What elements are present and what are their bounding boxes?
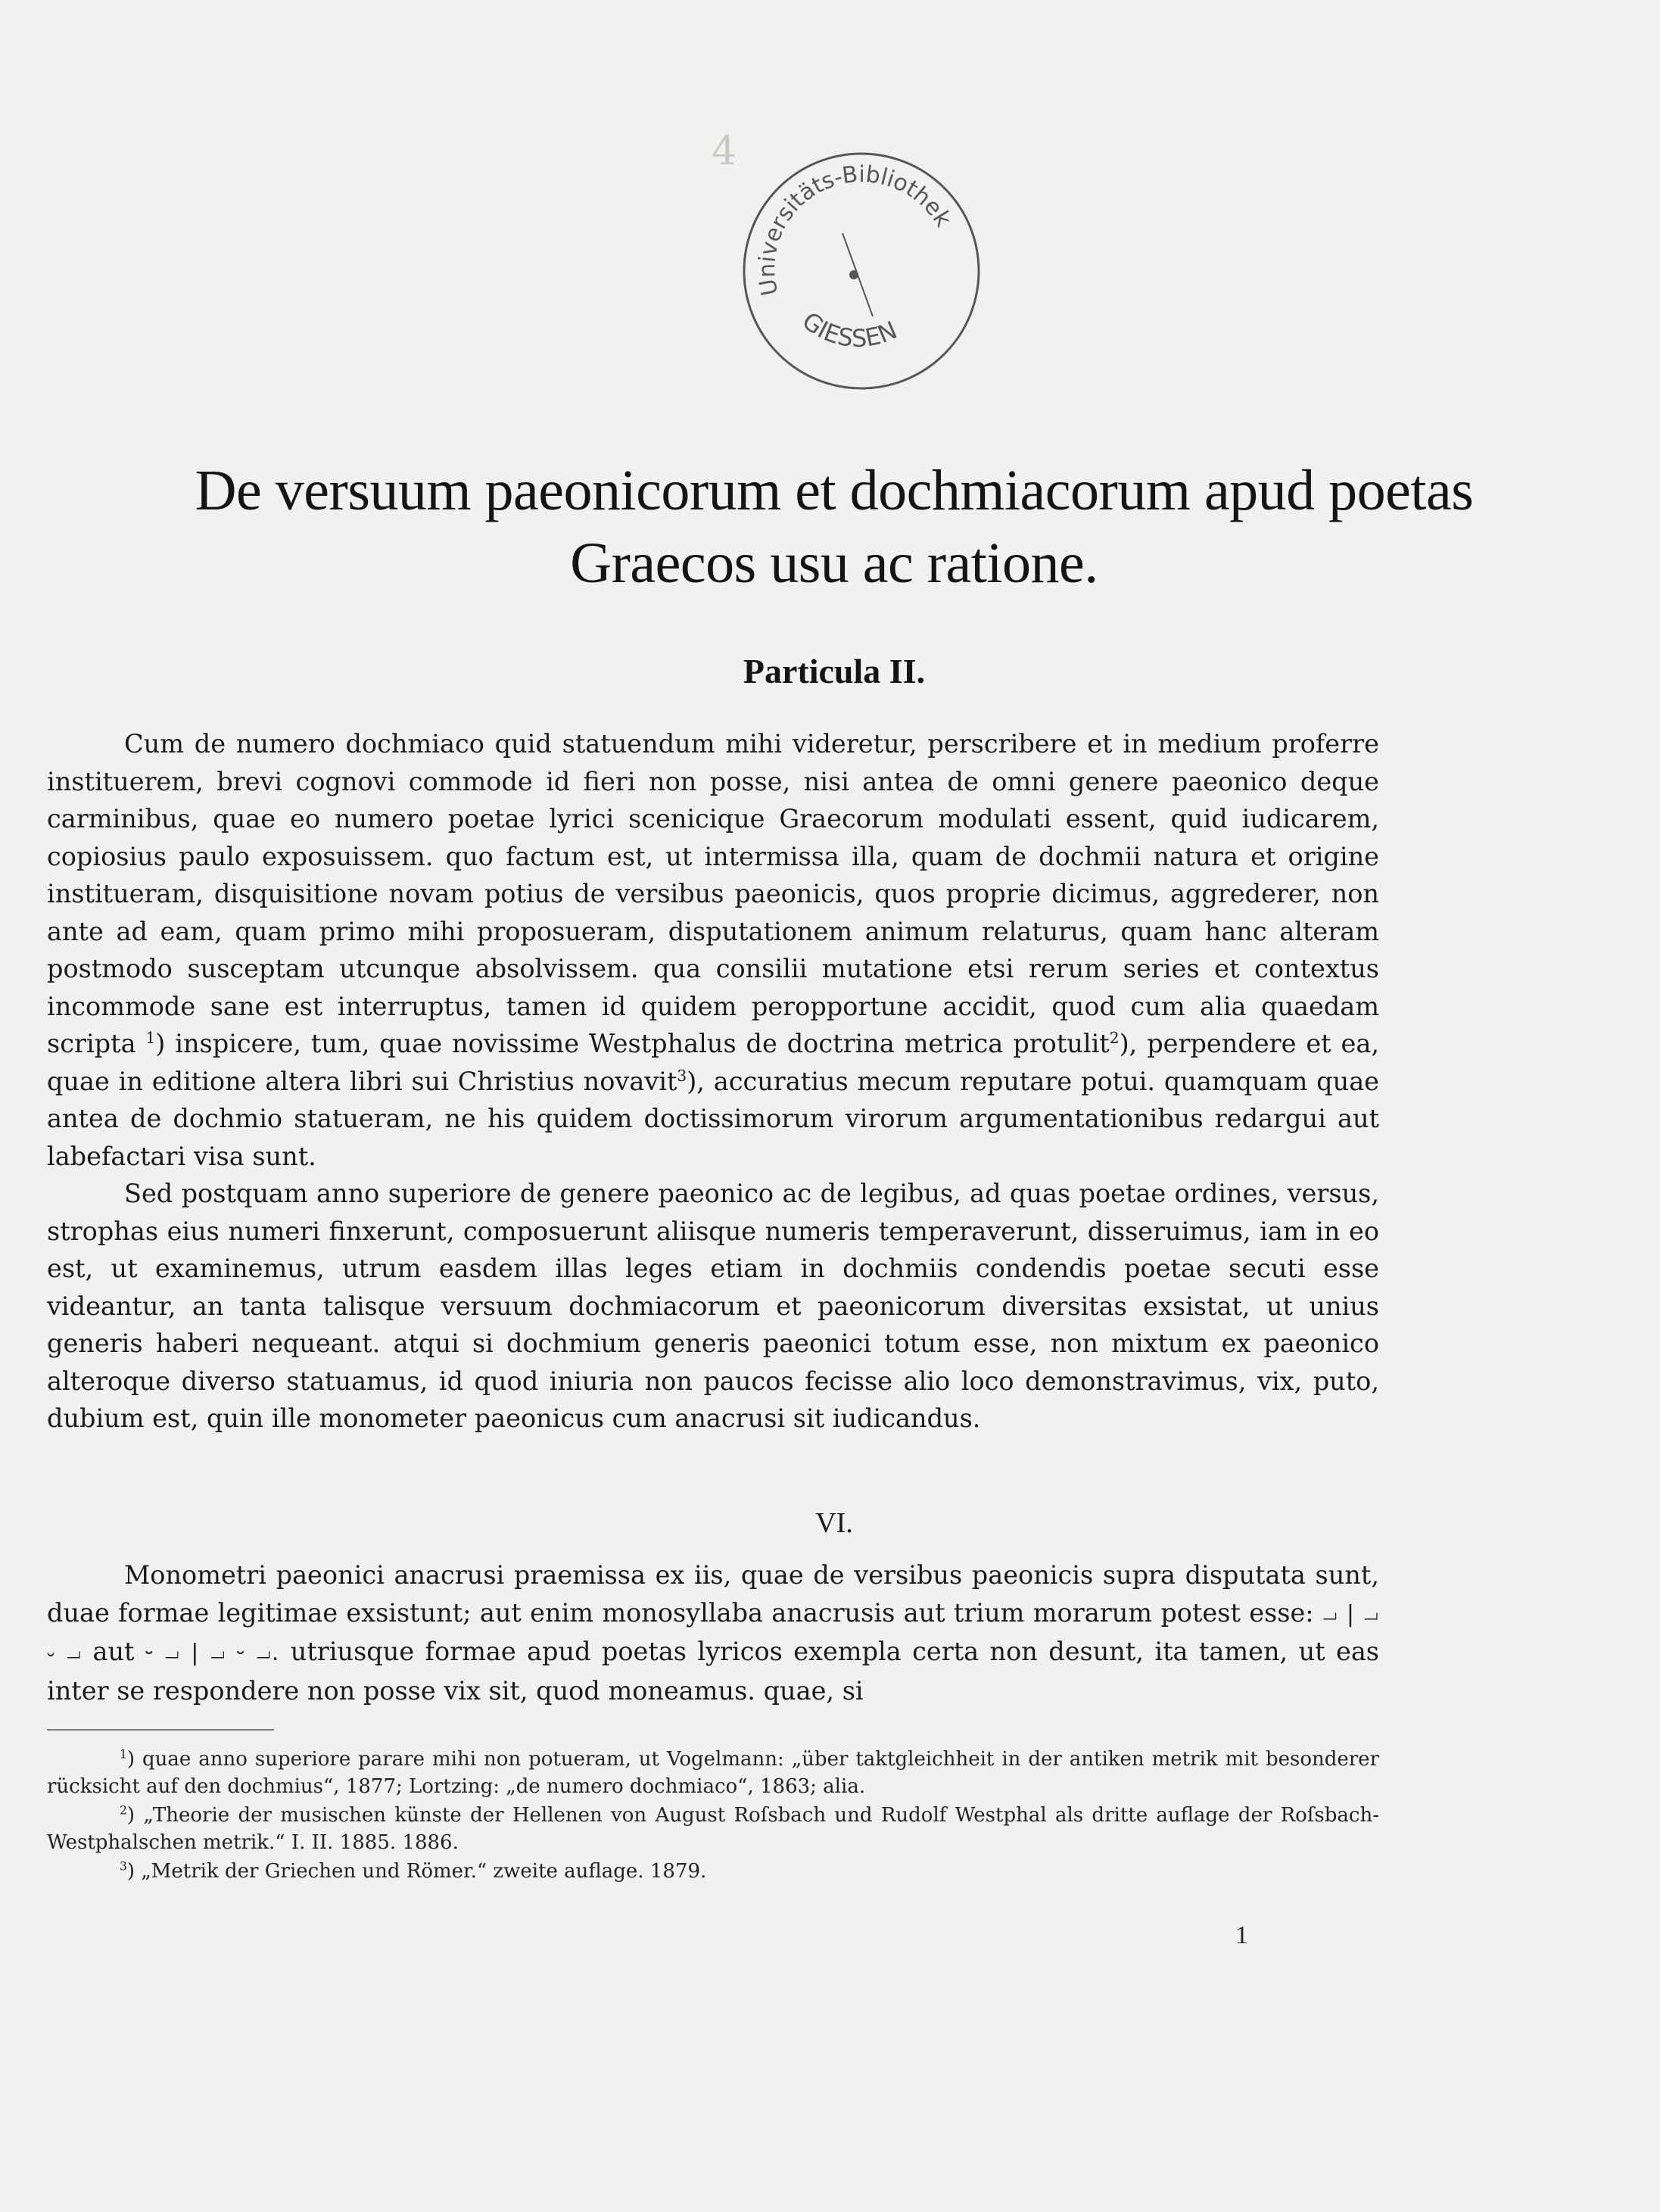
meter-scheme-1: ⏗ | ⏗ ⏑ ⏗ xyxy=(47,1600,1380,1666)
footnote-2 xyxy=(47,1802,1379,1856)
paragraph-1-part-d: ), accuratius mecum reputare potui. quamquam quae antea de dochmio statueram, ne his quidem doctissimorum virorum argumentationibus redargui aut labefactari visa sunt. xyxy=(47,1066,1379,1171)
paragraph-2: Sed postquam anno superiore de genere paeonico ac de legibus, ad quas poetae ordines, versus, strophas eius numeri finxerunt, composuerunt aliisque numeris temperaverunt, disseruimus, iam in eo est, ut examinemus, utrum easdem illas leges etiam in dochmiis condendis poetae secuti esse videantur, an tanta talisque versuum dochmiacorum et paeonicorum diversitas exsistat, ut unius generis haberi nequeant. atqui si dochmium generis paeonici totum esse, non mixtum ex paeonico alteroque diverso statuamus, id quod iniuria non paucos fecisse alio loco demonstravimus, vix, puto, dubium est, quin ille monometer paeonicus cum anacrusi sit iudicandus. xyxy=(47,1179,1379,1433)
footnote-divider xyxy=(47,1729,274,1731)
paragraph-1-part-a: Cum de numero dochmiaco quid statuendum mihi videretur, perscribere et in medium proferre instituerem, brevi cognovi commode id fieri non posse, nisi antea de omni genere paeonico deque carminibus, quae eo numero poetae lyrici scenicique Graecorum modulati essent, quid iudicarem, copiosius paulo exposuissem. quo factum est, ut intermissa illa, quam de dochmii natura et origine institueram, disquisitione novam potius de versibus paeonicis, quos proprie dicimus, aggrederer, non ante ad eam, quam primo mihi proposueram, disputationem animum relaturus, quam hanc alteram postmodo susceptam utcunque absolvissem. qua consilii mutatione etsi rerum series et contextus incommode sane est interruptus, tamen id quidem peropportune accidit, quod cum alia quaedam scripta xyxy=(47,729,1379,1058)
footnotes xyxy=(47,1746,1379,1886)
footnote-3-text: ) „Metrik der Griechen und Römer.“ zweite auflage. 1879. xyxy=(126,1860,707,1883)
stamp-text-bottom: GIESSEN xyxy=(796,306,902,353)
title-line-2: Graecos usu ac ratione. xyxy=(570,531,1098,595)
section-number: VI. xyxy=(815,1507,853,1539)
footnote-3 xyxy=(47,1858,1379,1885)
footnote-2-marker: 2 xyxy=(120,1803,127,1818)
title-line-1: De versuum paeonicorum et dochmiacorum apud poetas xyxy=(195,459,1474,522)
section-paragraph-part-b: utriusque formae apud poetas lyricos exempla certa non desunt, ita tamen, ut eas inter se respondere non posse vix sit, quod moneamus. quae, si xyxy=(47,1637,1379,1706)
section-paragraph-part-a: Monometri paeonici anacrusi praemissa ex iis, quae de versibus paeonicis supra disputata sunt, duae formae legitimae exsistunt; aut enim monosyllaba anacrusis aut trium morarum potest esse: xyxy=(47,1560,1379,1628)
word-aut: aut xyxy=(92,1637,135,1666)
section-paragraph xyxy=(47,1556,1379,1709)
footnote-1 xyxy=(47,1746,1379,1800)
footnote-ref-2[interactable]: 2 xyxy=(1109,1028,1120,1047)
paragraph-1-part-b: ) inspicere, tum, quae novissime Westphalus de doctrina metrica protulit xyxy=(155,1029,1110,1058)
footnote-ref-1[interactable]: 1 xyxy=(145,1028,156,1047)
footnote-1-text: ) quae anno superiore parare mihi non potueram, ut Vogelmann: „über taktgleichheit in der antiken metrik mit besonderer rücksicht auf den dochmius“, 1877; Lortzing: „de numero dochmiaco“, 1863; alia. xyxy=(47,1748,1379,1798)
footer-page-number: 1 xyxy=(1235,1921,1248,1949)
meter-scheme-2: ⏑ ⏗ | ⏗ ⏑ ⏗. xyxy=(145,1640,280,1666)
footnote-ref-3[interactable]: 3 xyxy=(677,1066,687,1085)
header-page-number: 4 xyxy=(712,129,737,174)
library-stamp xyxy=(733,142,990,400)
body-text xyxy=(47,725,1379,1438)
paragraph-1 xyxy=(47,725,1379,1175)
page-title xyxy=(47,454,1621,600)
footnote-2-text: ) „Theorie der musischen künste der Hellenen von August Roſsbach und Rudolf Westphal als dritte auflage der Roſsbach-Westphalschen metrik.“ I. II. 1885. 1886. xyxy=(47,1804,1379,1854)
footnote-1-marker: 1 xyxy=(120,1747,127,1762)
section-text xyxy=(47,1556,1379,1709)
footnote-3-marker: 3 xyxy=(120,1859,127,1874)
stamp-text-top: Universitäts-Bibliothek xyxy=(754,160,957,298)
paragraph-1-part-c: ), perpendere et ea, quae in editione altera libri sui Christius novavit xyxy=(47,1029,1379,1096)
subtitle: Particula II. xyxy=(743,652,926,690)
